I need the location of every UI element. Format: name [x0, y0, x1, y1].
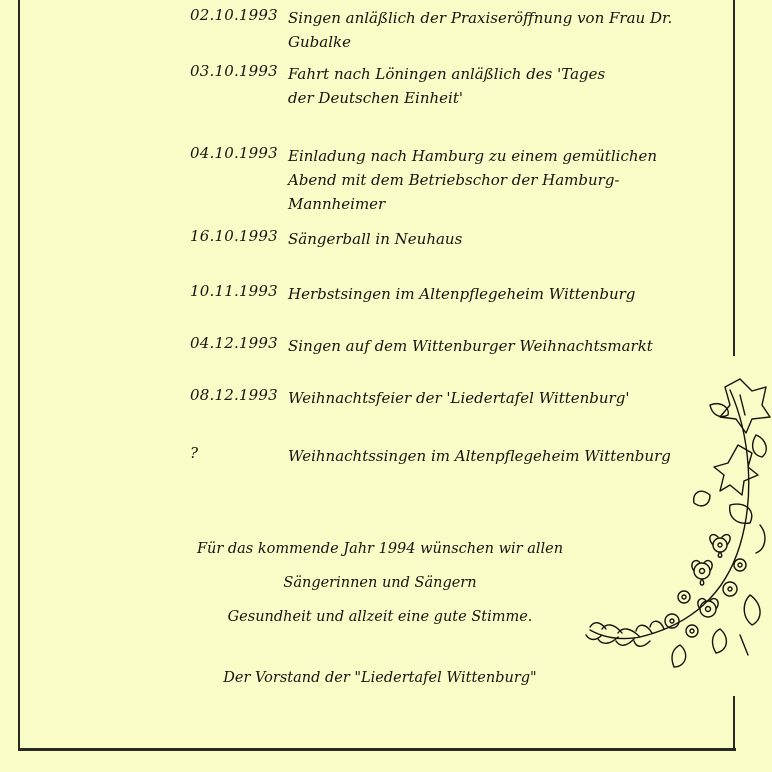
- event-description: Weihnachtssingen im Altenpflegeheim Wittenburg: [288, 447, 671, 465]
- greeting-line: Gesundheit und allzeit eine gute Stimme.: [227, 609, 533, 625]
- event-description: Singen auf dem Wittenburger Weihnachtsmarkt: [288, 337, 653, 355]
- event-description: Herbstsingen im Altenpflegeheim Wittenburg: [288, 285, 636, 303]
- page-border-bottom: [18, 748, 736, 751]
- page-border-right-upper: [733, 0, 735, 356]
- greeting-line: Sängerinnen und Sängern: [283, 575, 477, 591]
- event-date: 10.11.1993: [190, 282, 278, 300]
- event-date: 04.10.1993: [190, 144, 278, 162]
- event-date: ?: [190, 444, 199, 462]
- page-border-right-lower: [733, 696, 735, 750]
- floral-garland-icon: [580, 375, 772, 695]
- event-description: Fahrt nach Löningen anläßlich des 'Tages der Deutschen Einheit': [288, 65, 606, 107]
- event-description: Einladung nach Hamburg zu einem gemütlichen Abend mit dem Betriebschor der Hamburg-Mannheimer: [288, 147, 658, 213]
- greeting-line: Für das kommende Jahr 1994 wünschen wir allen: [196, 541, 564, 557]
- event-description: Singen anläßlich der Praxiseröffnung von Frau Dr. Gubalke: [288, 9, 673, 51]
- event-date: 16.10.1993: [190, 227, 278, 245]
- event-date: 08.12.1993: [190, 386, 278, 404]
- signature: Der Vorstand der "Liedertafel Wittenburg": [223, 670, 537, 686]
- event-date: 04.12.1993: [190, 334, 278, 352]
- event-description: Weihnachtsfeier der 'Liedertafel Wittenburg': [288, 389, 630, 407]
- event-description: Sängerball in Neuhaus: [288, 230, 463, 248]
- event-date: 03.10.1993: [190, 62, 278, 80]
- page-border-left: [18, 0, 20, 750]
- greeting-block: [170, 532, 590, 634]
- event-date: 02.10.1993: [190, 6, 278, 24]
